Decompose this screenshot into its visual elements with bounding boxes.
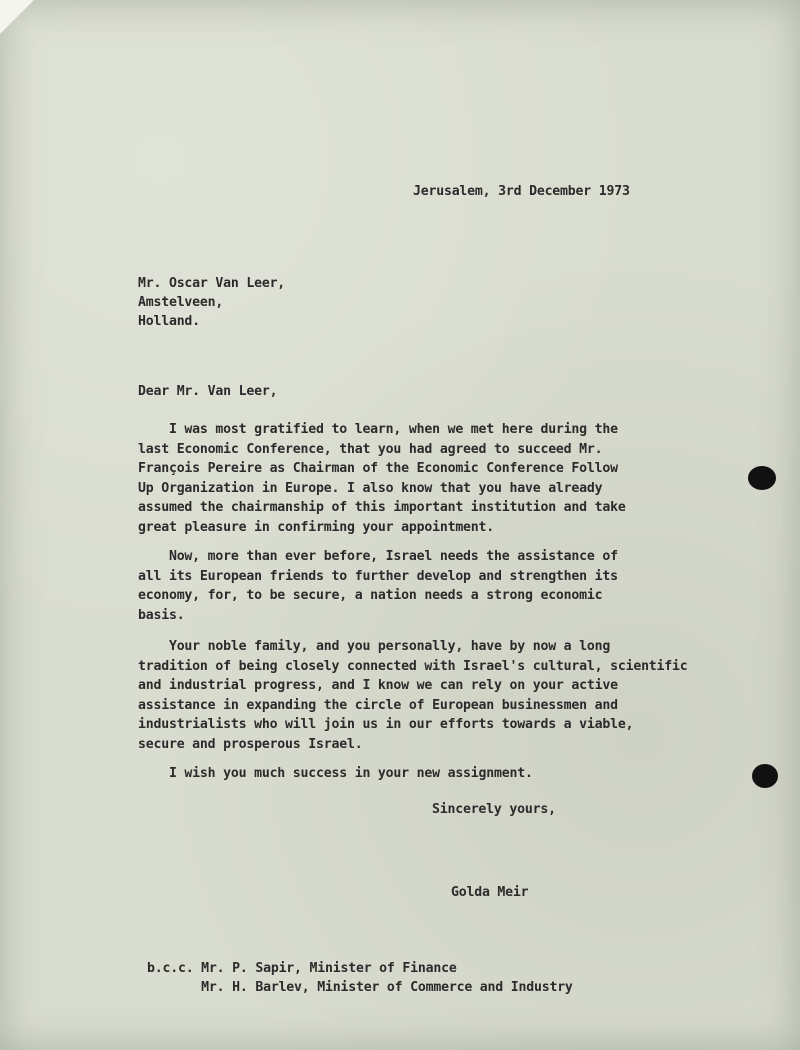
paragraph-line: assistance in expanding the circle of European businessmen and [138,697,618,713]
punch-hole-top [748,466,776,490]
folded-corner [0,0,34,34]
salutation: Dear Mr. Van Leer, [138,384,278,399]
paragraph-line: industrialists who will join us in our efforts towards a viable, [138,717,634,732]
paragraph-line: and industrial progress, and I know we can rely on your active [138,678,618,693]
punch-hole-bottom [752,764,778,788]
paragraph-1 [138,420,678,537]
bcc-line-2: Mr. H. Barlev, Minister of Commerce and Industry [147,980,573,995]
paragraph-line: all its European friends to further develop and strengthen its [138,568,618,584]
paragraph-line: I was most gratified to learn, when we met here during the [138,422,618,437]
paragraph-2 [138,547,678,625]
recipient-country: Holland. [138,314,200,329]
paragraph-line: I wish you much success in your new assignment. [138,766,533,781]
paragraph-line: last Economic Conference, that you had agreed to succeed Mr. [138,441,603,457]
paragraph-line: Now, more than ever before, Israel needs the assistance of [138,549,618,564]
paragraph-line: assumed the chairmanship of this important institution and take [138,500,626,515]
closing: Sincerely yours, [432,802,556,817]
paragraph-line: Your noble family, and you personally, have by now a long [138,639,611,654]
paragraph-4 [138,764,678,784]
paragraph-line: tradition of being closely connected with Israel's cultural, scientific [138,658,688,674]
place-date: Jerusalem, 3rd December 1973 [413,184,630,199]
paragraph-line: basis. [138,607,185,623]
paragraph-line: secure and prosperous Israel. [138,736,363,752]
paragraph-line: François Pereire as Chairman of the Economic Conference Follow [138,461,618,476]
signatory: Golda Meir [451,885,529,900]
paragraph-line: Up Organization in Europe. I also know that you have already [138,480,603,496]
bcc-line-1: b.c.c. Mr. P. Sapir, Minister of Finance [147,961,457,976]
paragraph-3 [138,637,688,754]
recipient-city: Amstelveen, [138,295,224,310]
paragraph-line: great pleasure in confirming your appointment. [138,519,495,535]
recipient-name: Mr. Oscar Van Leer, [138,276,286,291]
paragraph-line: economy, for, to be secure, a nation needs a strong economic [138,588,603,603]
